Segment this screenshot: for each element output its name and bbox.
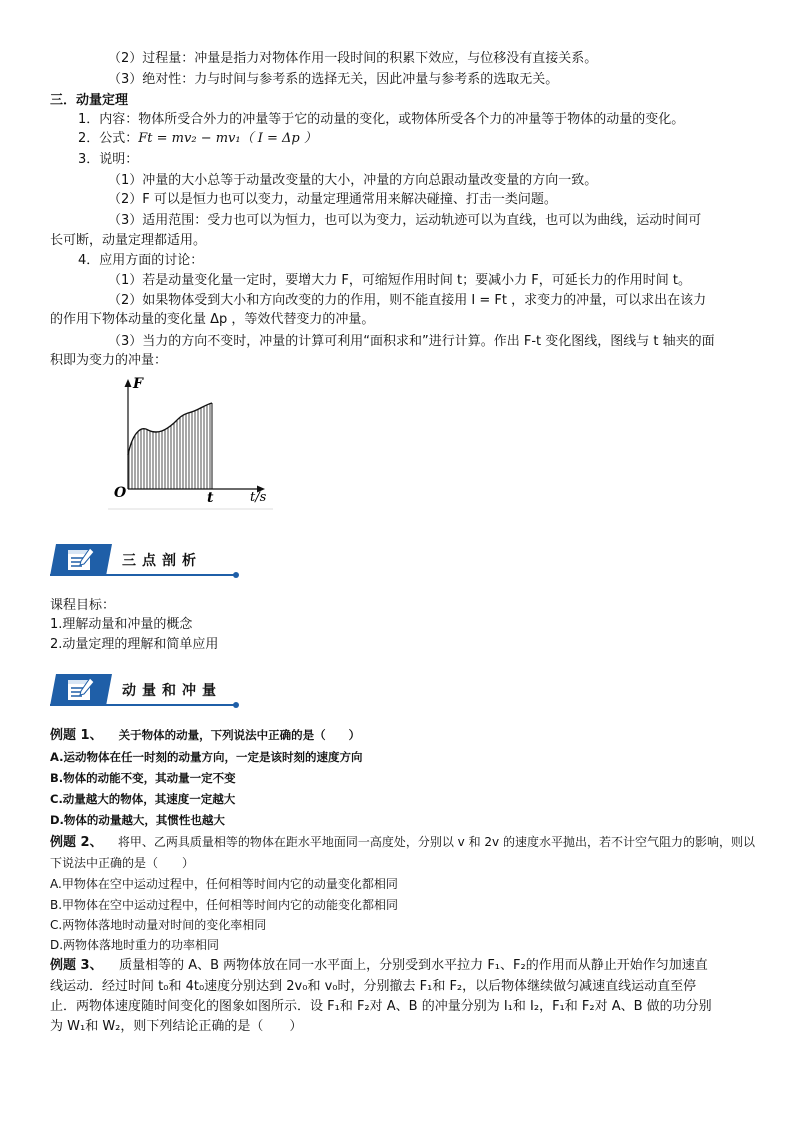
goals-heading: 课程目标： <box>50 598 116 613</box>
force-time-graph-svg <box>108 375 273 510</box>
y-axis-arrow-icon <box>125 379 132 387</box>
impulse-property-2: （2）过程量：冲量是指力对物体作用一段时间的积累下效应，与位移没有直接关系。 <box>108 51 598 66</box>
origin-label: O <box>114 485 127 501</box>
example-1-option-d: D.物体的动量越大，其惯性也越大 <box>50 813 225 827</box>
explanation-3a: （3）适用范围：受力也可以为恒力，也可以为变力，运动轨迹可以为直线，也可以为曲线，运动时间可 <box>108 213 702 228</box>
force-time-graph <box>108 375 273 510</box>
banner-title: 三点剖析 <box>122 553 202 569</box>
banner-underline <box>50 574 235 576</box>
banner-underline <box>50 704 235 706</box>
example-2-option-c: C.两物体落地时动量对时间的变化率相同 <box>50 918 267 932</box>
example-2-question: 将甲、乙两具质量相等的物体在距水平地面同一高度处，分别以 v 和 2v 的速度水平抛出，若不计空气阻力的影响，则以 <box>117 835 755 849</box>
banner-title: 动量和冲量 <box>122 683 222 699</box>
explanation-1: （1）冲量的大小总等于动量改变量的大小，冲量的方向总跟动量改变量的方向一致。 <box>108 173 598 188</box>
example-1-option-a: A.运动物体在任一时刻的动量方向，一定是该时刻的速度方向 <box>50 750 363 764</box>
explanation-3b: 长可断，动量定理都适用。 <box>50 233 207 248</box>
x-axis-label: t/s <box>250 490 267 505</box>
example-3-line3: 止．两物体速度随时间变化的图象如图所示．设 F₁和 F₂对 A、B 的冲量分别为 I₁和 I₂，F₁和 F₂对 A、B 做的功分别 <box>50 999 712 1014</box>
formula-label: 2．公式： <box>78 131 139 146</box>
y-axis-label: F <box>133 376 143 392</box>
goal-1: 1.理解动量和冲量的概念 <box>50 617 193 632</box>
application-3a: （3）当力的方向不变时，冲量的计算可利用“面积求和”进行计算。作出 F-t 变化图线，图线与 t 轴夹的面 <box>108 334 715 349</box>
example-1-option-b: B.物体的动能不变，其动量一定不变 <box>50 771 236 785</box>
application-2b: 的作用下物体动量的变化量 Δp ，等效代替变力的冲量。 <box>50 312 375 327</box>
example-2-option-d: D.两物体落地时重力的功率相同 <box>50 938 220 952</box>
section-heading-momentum-theorem: 三．动量定理 <box>50 93 129 108</box>
example-1-question: 关于物体的动量，下列说法中正确的是（ ） <box>118 728 361 742</box>
explanation-2: （2）F 可以是恒力也可以变力，动量定理通常用来解决碰撞、打击一类问题。 <box>108 192 557 207</box>
banner-dot <box>233 702 239 708</box>
notepad-icon <box>50 544 112 576</box>
theorem-content: 1．内容：物体所受合外力的冲量等于它的动量的变化，或物体所受各个力的冲量等于物体的动量的变化。 <box>78 112 685 127</box>
notepad-icon <box>50 674 112 706</box>
example-3-line1 <box>50 957 708 975</box>
goal-2: 2.动量定理的理解和简单应用 <box>50 637 219 652</box>
application-2a: （2）如果物体受到大小和方向改变的力的作用，则不能直接用 I = Ft ，求变力的冲量，可以求出在该力 <box>108 293 707 308</box>
formula-expression: Ft = mv₂ − mv₁（ I = Δp ） <box>138 131 317 146</box>
example-3-line2: 线运动．经过时间 t₀和 4t₀速度分别达到 2v₀和 v₀时，分别撤去 F₁和 F₂，以后物体继续做匀减速直线运动直至停 <box>50 979 697 994</box>
example-2-label: 例题 2、 <box>50 835 103 850</box>
time-mark-label: t <box>207 490 214 506</box>
example-2-option-b: B.甲物体在空中运动过程中，任何相等时间内它的动能变化都相同 <box>50 898 399 912</box>
example-2-option-a: A.甲物体在空中运动过程中，任何相等时间内它的动量变化都相同 <box>50 877 398 891</box>
example-3-line4: 为 W₁和 W₂，则下列结论正确的是（ ） <box>50 1019 303 1034</box>
section-banner-momentum-impulse <box>50 674 235 706</box>
example-2-stem-line1 <box>50 833 755 852</box>
application-heading: 4．应用方面的讨论： <box>78 253 204 268</box>
impulse-property-3: （3）绝对性：力与时间与参考系的选择无关，因此冲量与参考系的选取无关。 <box>108 72 559 87</box>
explanation-heading: 3．说明： <box>78 152 139 167</box>
theorem-formula-line <box>78 130 317 148</box>
example-3-text1: 质量相等的 A、B 两物体放在同一水平面上，分别受到水平拉力 F₁、F₂的作用而从静止开始作匀加速直 <box>119 958 708 973</box>
example-1-label: 例题 1、 <box>50 728 103 743</box>
banner-dot <box>233 572 239 578</box>
section-banner-analysis <box>50 544 235 576</box>
application-3b: 积即为变力的冲量： <box>50 353 168 368</box>
example-1-option-c: C.动量越大的物体，其速度一定越大 <box>50 792 236 806</box>
application-1: （1）若是动量变化量一定时，要增大力 F，可缩短作用时间 t；要减小力 F，可延长力的作用时间 t。 <box>108 273 691 288</box>
example-2-stem-line2: 下说法中正确的是（ ） <box>50 856 195 870</box>
example-3-label: 例题 3、 <box>50 958 103 973</box>
example-1-stem <box>50 726 360 745</box>
